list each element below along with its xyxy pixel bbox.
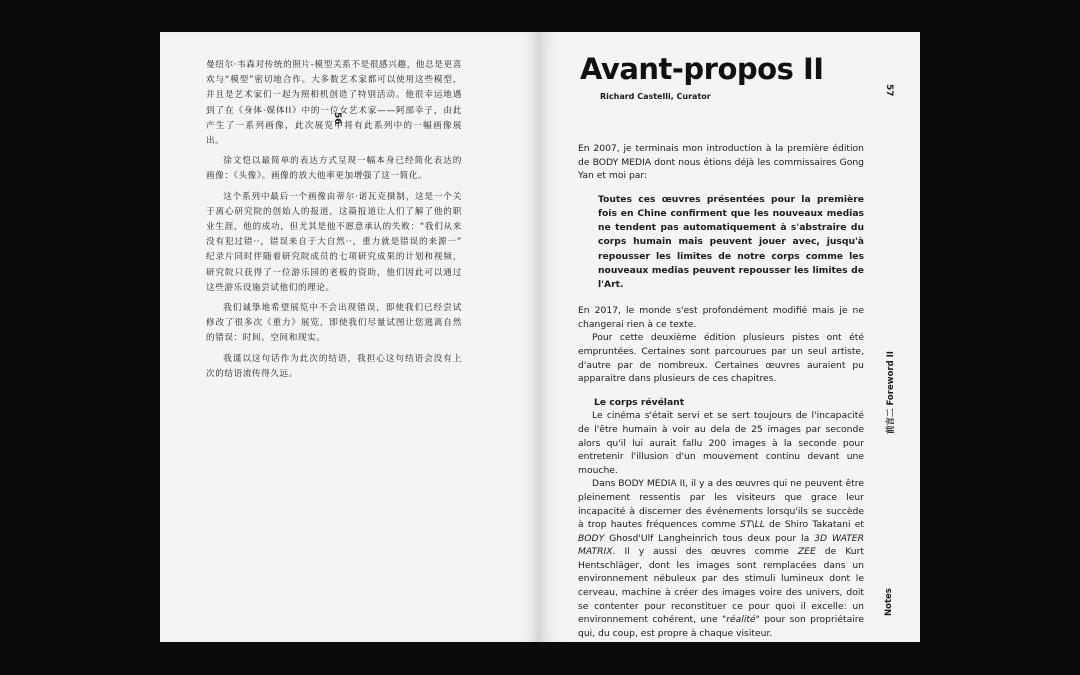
work-title: BODY <box>578 532 605 544</box>
intro-paragraph: En 2007, je terminais mon introduction à la première édition de BODY MEDIA dont nous étions déjà les commissaires Gong Yan et moi par: <box>578 143 864 182</box>
page-title: Avant-propos II <box>580 52 824 86</box>
french-body-text <box>578 142 864 640</box>
text-run: de Shiro Takatani et <box>764 519 864 531</box>
work-title: ZEE <box>797 546 816 558</box>
text-run: Ghosd'Ulf Langheinrich tous deux pour la <box>604 532 815 544</box>
zh-paragraph: 我谨以这句话作为此次的结语，我担心这句结语会没有上次的结语流传得久远。 <box>206 353 462 379</box>
right-page <box>540 32 920 642</box>
work-title: ST\LL <box>740 519 765 531</box>
paragraph-body-media <box>578 477 864 640</box>
block-quote: Toutes ces œuvres présentées pour la première fois en Chine confirment que les nouveaux medias ne tendent pas automatiquement à s'abstraire du corps humain mais peuvent jouer avec, jusqu'à repousser les limites de notre corps comme les nouveaux medias peuvent repousser les limites de l'Art. <box>598 193 864 290</box>
zh-paragraph: 我们诚挚地希望展览中不会出现错误，即使我们已经尝试修改了很多次《重力》展览，即使我们尽量试图让您逃离自然的错误：时间、空间和现实。 <box>206 303 462 344</box>
left-page <box>160 32 540 642</box>
paragraph-edition: Pour cette deuxième édition plusieurs pistes ont été empruntées. Certaines sont parcourues par un seul artiste, d'autre par de nombreux. Certaines œuvres auraient pu apparaitre dans plusieurs de ces chapitres. <box>578 332 864 385</box>
text-run: pour son propriétaire qui, du coup, est propre à chaque visiteur. <box>578 614 864 639</box>
quoted-term: "réalité" <box>722 614 760 626</box>
text-run: . Il y aussi des œuvres comme <box>612 546 798 558</box>
work-title: 3D WATER MATRIX <box>578 532 865 558</box>
running-header: 前言二 Foreword II <box>886 351 896 434</box>
chinese-body-text <box>206 58 462 387</box>
zh-paragraph: 这个系列中最后一个画像由蒂尔·诺瓦克摄制，这是一个关于离心研究院的创始人的报道，这篇报道让人们了解了他的职业生涯，他的成功，但尤其是他不愿意承认的失败：“我们从来没有犯过错··，错误来自于大自然··，重力就是错误的来源一” 纪录片同时伴随着研究院成员的七项研究成果的计划和视频，研究院只获得了一位游乐园的老板的资助，他们因此可以通过这些游乐设施尝试他们的理论。 <box>206 191 462 293</box>
paragraph-2017: En 2017, le monde s'est profondément modifié mais je ne changerai rien à ce texte. <box>578 305 864 330</box>
text-run: de Kurt Hentschläger, dont les images sont remplacées dans un environnement nébuleux par des stimuli lumineux dont le cerveau, machine à créer des images voire des univers, doit se contenter pour reconstituer ce pour quoi il excelle: un environnement cohérent, une <box>578 546 864 626</box>
author-byline: Richard Castelli, Curator <box>600 92 711 101</box>
left-page-number: 56 <box>332 112 342 125</box>
zh-paragraph: 徐文恺以最简单的表达方式呈现一幅本身已经简化表达的画像：《头像》。画像的放大他率更加增强了这一简化。 <box>206 156 462 182</box>
paragraph-cinema: Le cinéma s'était servi et se sert toujours de l'incapacité de l'être humain à voir au dela de 25 images par seconde alors qu'il lui aurait fallu 200 images à la seconde pour entretenir l'illusion d'un mouvement continu devant une mouche. <box>578 410 864 476</box>
notes-label: Notes <box>884 588 894 616</box>
zh-paragraph: 曼纽尔·韦森对传统的照片-模型关系不是很感兴趣，他总是更喜欢与“模型”密切地合作。大多数艺术家都可以使用这些模型，并且是艺术家们一起为照相机创造了特别活动。他很幸运地遇到了在《身体·媒体II》中的一位女艺术家——阿部幸子，由此产生了一系列画像，此次展览中将有此系列中的一幅画像展出。 <box>206 60 462 147</box>
right-page-number: 57 <box>884 84 894 97</box>
text-run: Dans BODY MEDIA II, il y a des œuvres qui ne peuvent être pleinement ressentis par les visiteurs que grace leur incapacité à discerner des événements lorsqu'ils se succède à trop hautes fréquences comme <box>578 478 864 531</box>
section-heading: Le corps révélant <box>594 396 685 408</box>
